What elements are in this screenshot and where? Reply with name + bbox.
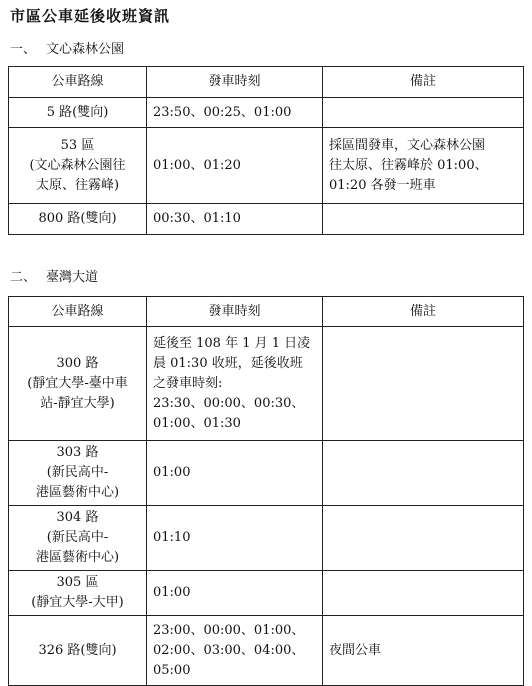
table-row bbox=[9, 616, 524, 686]
route-cell bbox=[9, 204, 147, 235]
note-cell bbox=[323, 204, 524, 235]
page-title: 市區公車延後收班資訊 bbox=[10, 7, 171, 25]
route-cell bbox=[9, 98, 147, 128]
section-number: 一、 bbox=[10, 42, 37, 57]
route-cell bbox=[9, 128, 147, 204]
note-cell bbox=[323, 506, 524, 571]
section-heading-1 bbox=[10, 38, 124, 57]
header-notes: 備註 bbox=[323, 67, 524, 98]
route-text: 5 路(雙向) bbox=[46, 104, 109, 120]
note-cell bbox=[323, 98, 524, 128]
route-cell bbox=[9, 506, 147, 571]
route-cell bbox=[9, 571, 147, 616]
note-cell bbox=[323, 571, 524, 616]
times-text: 01:00 bbox=[153, 585, 191, 600]
note-cell bbox=[323, 128, 524, 204]
header-times: 發車時刻 bbox=[147, 297, 323, 327]
route-text: (靜宜大學-臺中車 bbox=[27, 375, 128, 391]
header-route: 公車路線 bbox=[9, 297, 147, 327]
section-name: 文心森林公園 bbox=[46, 42, 125, 57]
header-route: 公車路線 bbox=[9, 67, 147, 98]
note-text: 夜間公車 bbox=[329, 642, 382, 658]
times-text: 晨 01:30 收班，延後收班 bbox=[153, 355, 303, 371]
note-cell bbox=[323, 441, 524, 506]
route-text: 305 區 bbox=[56, 575, 99, 590]
route-text: 300 路 bbox=[56, 355, 99, 371]
route-text: 326 路(雙向) bbox=[38, 642, 117, 658]
times-text: 23:00、00:00、01:00、 bbox=[153, 622, 305, 638]
note-cell bbox=[323, 616, 524, 686]
route-text: 太原、往霧峰) bbox=[35, 177, 120, 193]
times-text: 23:30、00:00、00:30、 bbox=[153, 395, 305, 411]
times-cell bbox=[147, 128, 323, 204]
table-row bbox=[9, 128, 524, 204]
times-text: 02:00、03:00、04:00、 bbox=[153, 642, 305, 658]
times-text: 01:00、01:30 bbox=[153, 415, 241, 431]
times-text: 01:00 bbox=[153, 465, 191, 480]
note-text: 往太原、往霧峰於 01:00、 bbox=[329, 157, 488, 173]
times-cell bbox=[147, 506, 323, 571]
route-text: (新民高中- bbox=[46, 530, 109, 545]
note-text: 採區間發車，文心森林公園 bbox=[329, 137, 486, 153]
table-row bbox=[9, 441, 524, 506]
schedule-table-1 bbox=[8, 66, 524, 235]
route-text: 304 路 bbox=[56, 510, 99, 525]
times-text: 00:30、01:10 bbox=[153, 211, 241, 226]
times-text: 01:10 bbox=[153, 530, 191, 545]
route-text: 303 路 bbox=[56, 445, 99, 460]
route-cell bbox=[9, 441, 147, 506]
route-text: 站-靜宜大學) bbox=[40, 395, 115, 411]
times-text: 延後至 108 年 1 月 1 日凌 bbox=[153, 335, 311, 351]
section-heading-2 bbox=[10, 266, 98, 285]
times-cell bbox=[147, 204, 323, 235]
times-cell bbox=[147, 571, 323, 616]
section-number: 二、 bbox=[10, 270, 37, 285]
table-row bbox=[9, 506, 524, 571]
table-header-row bbox=[9, 297, 524, 327]
table-row bbox=[9, 571, 524, 616]
times-cell bbox=[147, 98, 323, 128]
route-text: 53 區 bbox=[60, 137, 95, 153]
times-text: 05:00 bbox=[153, 662, 191, 678]
times-cell bbox=[147, 616, 323, 686]
header-notes: 備註 bbox=[323, 297, 524, 327]
route-text: 800 路(雙向) bbox=[38, 211, 117, 226]
table-row bbox=[9, 98, 524, 128]
schedule-table-2 bbox=[8, 296, 524, 686]
route-cell bbox=[9, 327, 147, 441]
route-text: (文心森林公園往 bbox=[29, 157, 126, 173]
table-header-row bbox=[9, 67, 524, 98]
times-cell bbox=[147, 327, 323, 441]
route-text: (靜宜大學-大甲) bbox=[31, 595, 124, 610]
route-cell bbox=[9, 616, 147, 686]
table-row bbox=[9, 327, 524, 441]
section-name: 臺灣大道 bbox=[46, 270, 99, 285]
times-text: 01:00、01:20 bbox=[153, 157, 241, 173]
note-text: 01:20 各發一班車 bbox=[329, 177, 436, 193]
route-text: (新民高中- bbox=[46, 465, 109, 480]
times-text: 之發車時刻: bbox=[153, 375, 223, 391]
table-row bbox=[9, 204, 524, 235]
route-text: 港區藝術中心) bbox=[35, 485, 120, 500]
route-text: 港區藝術中心) bbox=[35, 550, 120, 565]
times-text: 23:50、00:25、01:00 bbox=[153, 104, 292, 120]
header-times: 發車時刻 bbox=[147, 67, 323, 98]
note-cell bbox=[323, 327, 524, 441]
times-cell bbox=[147, 441, 323, 506]
